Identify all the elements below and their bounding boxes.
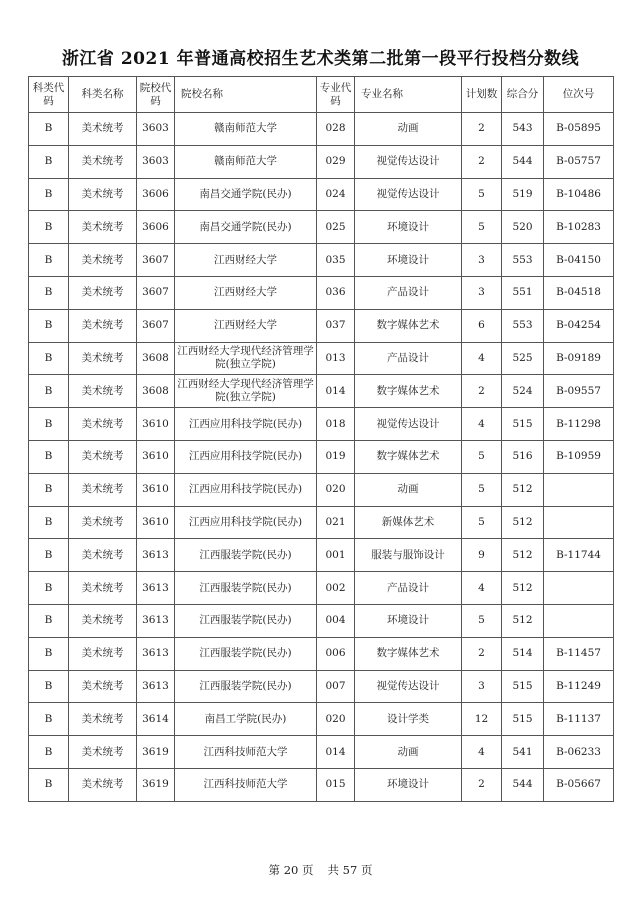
cell-major-name: 产品设计 bbox=[355, 342, 462, 375]
cell-school-name: 江西服装学院(民办) bbox=[175, 670, 317, 703]
cell-composite-score: 512 bbox=[502, 506, 544, 539]
cell-subject-code: B bbox=[29, 736, 69, 769]
cell-composite-score: 541 bbox=[502, 736, 544, 769]
cell-composite-score: 553 bbox=[502, 244, 544, 277]
table-row bbox=[29, 342, 614, 375]
cell-plan-count: 5 bbox=[462, 473, 502, 506]
cell-plan-count: 5 bbox=[462, 178, 502, 211]
cell-rank: B-11137 bbox=[544, 703, 614, 736]
cell-plan-count: 4 bbox=[462, 736, 502, 769]
cell-subject-code: B bbox=[29, 276, 69, 309]
cell-subject-name: 美术统考 bbox=[69, 145, 137, 178]
cell-subject-code: B bbox=[29, 309, 69, 342]
cell-school-code: 3607 bbox=[137, 244, 175, 277]
cell-school-code: 3619 bbox=[137, 736, 175, 769]
cell-rank: B-11298 bbox=[544, 408, 614, 441]
cell-school-code: 3608 bbox=[137, 375, 175, 408]
cell-school-code: 3603 bbox=[137, 145, 175, 178]
cell-subject-name: 美术统考 bbox=[69, 473, 137, 506]
header-plan-count: 计划数 bbox=[462, 77, 502, 113]
cell-major-code: 024 bbox=[317, 178, 355, 211]
table-row bbox=[29, 768, 614, 801]
cell-subject-code: B bbox=[29, 572, 69, 605]
table-row bbox=[29, 211, 614, 244]
header-composite-score: 综合分 bbox=[502, 77, 544, 113]
cell-school-name: 南昌交通学院(民办) bbox=[175, 178, 317, 211]
cell-major-code: 029 bbox=[317, 145, 355, 178]
cell-major-name: 数字媒体艺术 bbox=[355, 440, 462, 473]
cell-composite-score: 512 bbox=[502, 604, 544, 637]
cell-subject-code: B bbox=[29, 178, 69, 211]
cell-school-name: 江西财经大学 bbox=[175, 309, 317, 342]
cell-major-code: 018 bbox=[317, 408, 355, 441]
cell-major-name: 数字媒体艺术 bbox=[355, 309, 462, 342]
cell-major-name: 环境设计 bbox=[355, 211, 462, 244]
cell-subject-code: B bbox=[29, 604, 69, 637]
cell-rank: B-10283 bbox=[544, 211, 614, 244]
cell-subject-name: 美术统考 bbox=[69, 178, 137, 211]
cell-major-name: 环境设计 bbox=[355, 768, 462, 801]
cell-school-code: 3608 bbox=[137, 342, 175, 375]
cell-rank: B-10486 bbox=[544, 178, 614, 211]
cell-rank bbox=[544, 604, 614, 637]
cell-school-code: 3610 bbox=[137, 473, 175, 506]
header-rank: 位次号 bbox=[544, 77, 614, 113]
cell-subject-name: 美术统考 bbox=[69, 113, 137, 146]
cell-subject-name: 美术统考 bbox=[69, 440, 137, 473]
cell-major-name: 动画 bbox=[355, 473, 462, 506]
cell-school-code: 3613 bbox=[137, 572, 175, 605]
cell-subject-name: 美术统考 bbox=[69, 309, 137, 342]
cell-plan-count: 6 bbox=[462, 309, 502, 342]
cell-plan-count: 4 bbox=[462, 572, 502, 605]
cell-school-name: 江西服装学院(民办) bbox=[175, 539, 317, 572]
cell-major-code: 001 bbox=[317, 539, 355, 572]
cell-subject-name: 美术统考 bbox=[69, 572, 137, 605]
cell-major-code: 007 bbox=[317, 670, 355, 703]
cell-subject-name: 美术统考 bbox=[69, 244, 137, 277]
cell-school-code: 3613 bbox=[137, 637, 175, 670]
cell-major-code: 013 bbox=[317, 342, 355, 375]
cell-subject-name: 美术统考 bbox=[69, 670, 137, 703]
cell-school-name: 南昌工学院(民办) bbox=[175, 703, 317, 736]
cell-major-name: 设计学类 bbox=[355, 703, 462, 736]
cell-composite-score: 553 bbox=[502, 309, 544, 342]
cell-composite-score: 512 bbox=[502, 572, 544, 605]
table-row bbox=[29, 506, 614, 539]
cell-major-code: 002 bbox=[317, 572, 355, 605]
page-title: 浙江省 2021 年普通高校招生艺术类第二批第一段平行投档分数线 bbox=[61, 49, 580, 69]
cell-plan-count: 5 bbox=[462, 440, 502, 473]
cell-subject-name: 美术统考 bbox=[69, 703, 137, 736]
cell-major-name: 视觉传达设计 bbox=[355, 178, 462, 211]
table-row bbox=[29, 604, 614, 637]
cell-composite-score: 515 bbox=[502, 408, 544, 441]
cell-major-name: 产品设计 bbox=[355, 572, 462, 605]
cell-subject-name: 美术统考 bbox=[69, 211, 137, 244]
score-table bbox=[28, 76, 614, 802]
cell-school-code: 3606 bbox=[137, 178, 175, 211]
table-row bbox=[29, 670, 614, 703]
cell-subject-code: B bbox=[29, 375, 69, 408]
cell-school-name: 江西财经大学 bbox=[175, 244, 317, 277]
cell-school-name: 赣南师范大学 bbox=[175, 113, 317, 146]
table-row bbox=[29, 440, 614, 473]
cell-major-code: 036 bbox=[317, 276, 355, 309]
page-number: 第 20 页 bbox=[268, 863, 314, 877]
cell-school-code: 3613 bbox=[137, 670, 175, 703]
cell-school-name: 江西应用科技学院(民办) bbox=[175, 408, 317, 441]
table-row bbox=[29, 539, 614, 572]
cell-plan-count: 2 bbox=[462, 145, 502, 178]
cell-school-code: 3613 bbox=[137, 539, 175, 572]
cell-school-name: 江西财经大学 bbox=[175, 276, 317, 309]
cell-school-code: 3610 bbox=[137, 440, 175, 473]
cell-school-code: 3614 bbox=[137, 703, 175, 736]
cell-school-code: 3613 bbox=[137, 604, 175, 637]
cell-subject-name: 美术统考 bbox=[69, 768, 137, 801]
cell-school-code: 3619 bbox=[137, 768, 175, 801]
cell-rank bbox=[544, 473, 614, 506]
cell-major-name: 环境设计 bbox=[355, 604, 462, 637]
cell-rank: B-04518 bbox=[544, 276, 614, 309]
cell-major-name: 数字媒体艺术 bbox=[355, 637, 462, 670]
cell-rank: B-10959 bbox=[544, 440, 614, 473]
cell-composite-score: 524 bbox=[502, 375, 544, 408]
cell-subject-code: B bbox=[29, 506, 69, 539]
table-row bbox=[29, 113, 614, 146]
cell-subject-code: B bbox=[29, 113, 69, 146]
cell-rank: B-06233 bbox=[544, 736, 614, 769]
cell-subject-code: B bbox=[29, 211, 69, 244]
page-footer bbox=[0, 862, 641, 878]
cell-subject-name: 美术统考 bbox=[69, 342, 137, 375]
cell-major-code: 014 bbox=[317, 736, 355, 769]
cell-major-name: 视觉传达设计 bbox=[355, 408, 462, 441]
cell-plan-count: 3 bbox=[462, 244, 502, 277]
table-row bbox=[29, 736, 614, 769]
cell-subject-name: 美术统考 bbox=[69, 736, 137, 769]
cell-rank: B-04150 bbox=[544, 244, 614, 277]
cell-subject-code: B bbox=[29, 145, 69, 178]
cell-rank: B-11744 bbox=[544, 539, 614, 572]
table-row bbox=[29, 309, 614, 342]
cell-subject-code: B bbox=[29, 539, 69, 572]
cell-major-code: 014 bbox=[317, 375, 355, 408]
cell-plan-count: 12 bbox=[462, 703, 502, 736]
cell-major-code: 037 bbox=[317, 309, 355, 342]
table-row bbox=[29, 473, 614, 506]
cell-major-name: 动画 bbox=[355, 736, 462, 769]
cell-school-name: 江西财经大学现代经济管理学院(独立学院) bbox=[175, 342, 317, 375]
cell-subject-code: B bbox=[29, 703, 69, 736]
cell-school-code: 3607 bbox=[137, 309, 175, 342]
cell-composite-score: 515 bbox=[502, 670, 544, 703]
cell-school-name: 江西财经大学现代经济管理学院(独立学院) bbox=[175, 375, 317, 408]
cell-major-name: 服装与服饰设计 bbox=[355, 539, 462, 572]
cell-subject-code: B bbox=[29, 408, 69, 441]
cell-school-name: 江西服装学院(民办) bbox=[175, 637, 317, 670]
cell-major-name: 视觉传达设计 bbox=[355, 145, 462, 178]
table-body bbox=[29, 113, 614, 802]
cell-school-name: 江西服装学院(民办) bbox=[175, 604, 317, 637]
cell-composite-score: 514 bbox=[502, 637, 544, 670]
table-header-row bbox=[29, 77, 614, 113]
cell-major-name: 视觉传达设计 bbox=[355, 670, 462, 703]
cell-composite-score: 520 bbox=[502, 211, 544, 244]
cell-composite-score: 512 bbox=[502, 539, 544, 572]
cell-major-code: 006 bbox=[317, 637, 355, 670]
cell-plan-count: 3 bbox=[462, 276, 502, 309]
cell-composite-score: 515 bbox=[502, 703, 544, 736]
table-row bbox=[29, 703, 614, 736]
cell-subject-name: 美术统考 bbox=[69, 506, 137, 539]
cell-subject-name: 美术统考 bbox=[69, 539, 137, 572]
cell-school-name: 江西科技师范大学 bbox=[175, 736, 317, 769]
cell-major-code: 025 bbox=[317, 211, 355, 244]
cell-plan-count: 4 bbox=[462, 408, 502, 441]
cell-school-name: 赣南师范大学 bbox=[175, 145, 317, 178]
cell-subject-name: 美术统考 bbox=[69, 375, 137, 408]
cell-subject-name: 美术统考 bbox=[69, 276, 137, 309]
cell-rank: B-05667 bbox=[544, 768, 614, 801]
cell-plan-count: 9 bbox=[462, 539, 502, 572]
cell-plan-count: 3 bbox=[462, 670, 502, 703]
cell-plan-count: 4 bbox=[462, 342, 502, 375]
cell-plan-count: 5 bbox=[462, 506, 502, 539]
table-row bbox=[29, 408, 614, 441]
cell-school-name: 江西应用科技学院(民办) bbox=[175, 506, 317, 539]
cell-plan-count: 2 bbox=[462, 375, 502, 408]
cell-major-code: 020 bbox=[317, 703, 355, 736]
header-subject-code: 科类代码 bbox=[29, 77, 69, 113]
cell-composite-score: 525 bbox=[502, 342, 544, 375]
cell-composite-score: 516 bbox=[502, 440, 544, 473]
cell-plan-count: 2 bbox=[462, 768, 502, 801]
cell-subject-name: 美术统考 bbox=[69, 408, 137, 441]
cell-major-code: 015 bbox=[317, 768, 355, 801]
cell-composite-score: 544 bbox=[502, 768, 544, 801]
cell-composite-score: 551 bbox=[502, 276, 544, 309]
cell-major-code: 021 bbox=[317, 506, 355, 539]
table-row bbox=[29, 637, 614, 670]
cell-school-code: 3610 bbox=[137, 506, 175, 539]
table-row bbox=[29, 145, 614, 178]
cell-major-name: 环境设计 bbox=[355, 244, 462, 277]
cell-plan-count: 2 bbox=[462, 637, 502, 670]
page-total: 共 57 页 bbox=[327, 863, 373, 877]
cell-major-name: 新媒体艺术 bbox=[355, 506, 462, 539]
cell-plan-count: 5 bbox=[462, 211, 502, 244]
cell-subject-name: 美术统考 bbox=[69, 637, 137, 670]
cell-rank: B-05895 bbox=[544, 113, 614, 146]
header-subject-name: 科类名称 bbox=[69, 77, 137, 113]
cell-composite-score: 519 bbox=[502, 178, 544, 211]
table-row bbox=[29, 178, 614, 211]
cell-school-code: 3610 bbox=[137, 408, 175, 441]
cell-subject-code: B bbox=[29, 440, 69, 473]
cell-composite-score: 544 bbox=[502, 145, 544, 178]
cell-subject-code: B bbox=[29, 768, 69, 801]
header-school-code: 院校代码 bbox=[137, 77, 175, 113]
cell-major-code: 019 bbox=[317, 440, 355, 473]
cell-major-name: 动画 bbox=[355, 113, 462, 146]
cell-major-code: 035 bbox=[317, 244, 355, 277]
cell-school-name: 江西应用科技学院(民办) bbox=[175, 473, 317, 506]
cell-school-name: 南昌交通学院(民办) bbox=[175, 211, 317, 244]
table-row bbox=[29, 572, 614, 605]
cell-major-name: 产品设计 bbox=[355, 276, 462, 309]
cell-school-name: 江西应用科技学院(民办) bbox=[175, 440, 317, 473]
cell-major-code: 004 bbox=[317, 604, 355, 637]
cell-school-code: 3607 bbox=[137, 276, 175, 309]
cell-plan-count: 2 bbox=[462, 113, 502, 146]
table-row bbox=[29, 375, 614, 408]
cell-rank bbox=[544, 572, 614, 605]
table-row bbox=[29, 276, 614, 309]
cell-school-code: 3606 bbox=[137, 211, 175, 244]
cell-major-code: 028 bbox=[317, 113, 355, 146]
cell-subject-code: B bbox=[29, 342, 69, 375]
cell-plan-count: 5 bbox=[462, 604, 502, 637]
cell-rank: B-11249 bbox=[544, 670, 614, 703]
cell-school-name: 江西科技师范大学 bbox=[175, 768, 317, 801]
cell-subject-code: B bbox=[29, 637, 69, 670]
header-major-name: 专业名称 bbox=[355, 77, 462, 113]
cell-subject-code: B bbox=[29, 473, 69, 506]
table-row bbox=[29, 244, 614, 277]
cell-rank: B-04254 bbox=[544, 309, 614, 342]
cell-major-code: 020 bbox=[317, 473, 355, 506]
cell-composite-score: 512 bbox=[502, 473, 544, 506]
cell-rank bbox=[544, 506, 614, 539]
cell-rank: B-09189 bbox=[544, 342, 614, 375]
cell-rank: B-11457 bbox=[544, 637, 614, 670]
cell-subject-name: 美术统考 bbox=[69, 604, 137, 637]
cell-subject-code: B bbox=[29, 670, 69, 703]
cell-school-code: 3603 bbox=[137, 113, 175, 146]
header-major-code: 专业代码 bbox=[317, 77, 355, 113]
cell-major-name: 数字媒体艺术 bbox=[355, 375, 462, 408]
cell-school-name: 江西服装学院(民办) bbox=[175, 572, 317, 605]
cell-composite-score: 543 bbox=[502, 113, 544, 146]
cell-subject-code: B bbox=[29, 244, 69, 277]
cell-rank: B-09557 bbox=[544, 375, 614, 408]
header-school-name: 院校名称 bbox=[175, 77, 317, 113]
cell-rank: B-05757 bbox=[544, 145, 614, 178]
